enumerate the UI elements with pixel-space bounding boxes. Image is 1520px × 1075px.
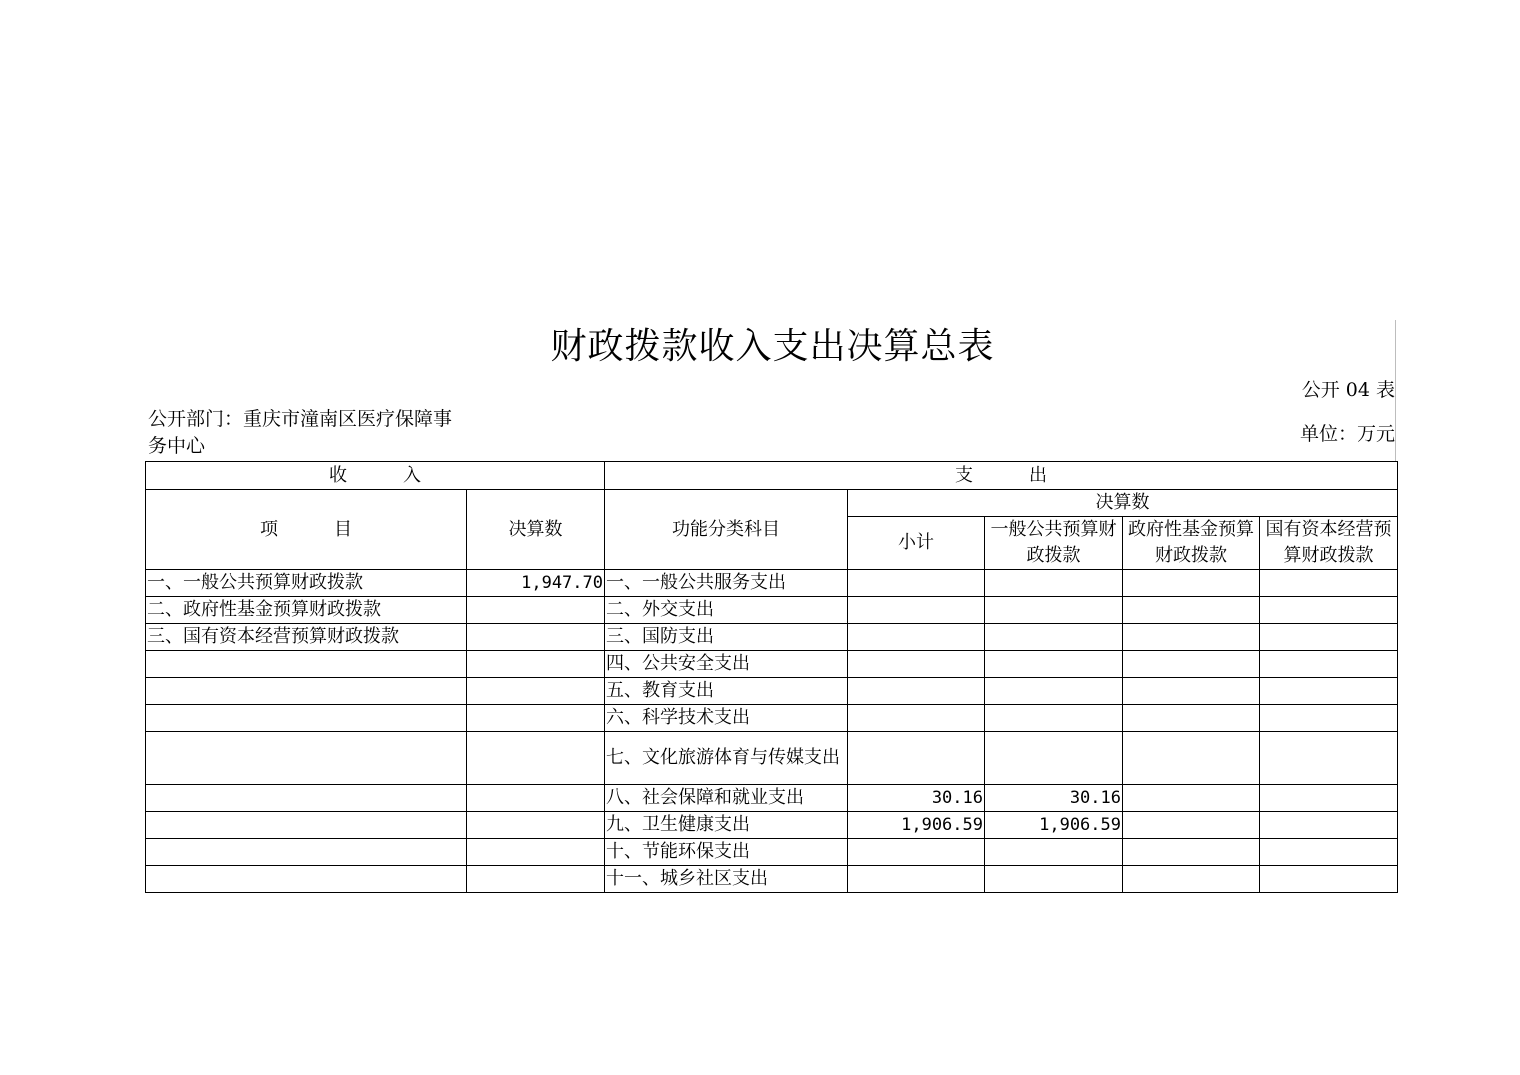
row-amount xyxy=(467,812,605,839)
row-amount xyxy=(467,732,605,785)
row-gov-fund xyxy=(1123,705,1260,732)
row-amount xyxy=(467,785,605,812)
row-amount xyxy=(467,678,605,705)
row-item xyxy=(146,651,467,678)
function-subject-header: 功能分类科目 xyxy=(605,490,848,570)
row-general-budget xyxy=(985,705,1123,732)
department-label: 公开部门：重庆市潼南区医疗保障事务中心 xyxy=(148,408,453,457)
row-subtotal xyxy=(848,624,985,651)
row-subject: 一、一般公共服务支出 xyxy=(605,570,848,597)
table-row xyxy=(146,785,1398,812)
row-general-budget xyxy=(985,678,1123,705)
row-subject: 七、文化旅游体育与传媒支出 xyxy=(605,732,848,785)
row-state-capital xyxy=(1260,678,1398,705)
table-row xyxy=(146,678,1398,705)
row-state-capital xyxy=(1260,570,1398,597)
row-state-capital xyxy=(1260,732,1398,785)
row-item: 三、国有资本经营预算财政拨款 xyxy=(146,624,467,651)
row-gov-fund xyxy=(1123,839,1260,866)
table-row xyxy=(146,597,1398,624)
row-subject: 八、社会保障和就业支出 xyxy=(605,785,848,812)
row-subject: 九、卫生健康支出 xyxy=(605,812,848,839)
row-state-capital xyxy=(1260,597,1398,624)
row-amount xyxy=(467,597,605,624)
row-gov-fund xyxy=(1123,624,1260,651)
row-general-budget xyxy=(985,570,1123,597)
table-row xyxy=(146,732,1398,785)
row-state-capital xyxy=(1260,651,1398,678)
row-gov-fund xyxy=(1123,597,1260,624)
item-header: 项 目 xyxy=(146,490,467,570)
table-row xyxy=(146,839,1398,866)
final-amount-group-header: 决算数 xyxy=(848,490,1398,517)
row-subtotal xyxy=(848,678,985,705)
amount-header: 决算数 xyxy=(467,490,605,570)
row-amount xyxy=(467,624,605,651)
gov-fund-header: 政府性基金预算财政拨款 xyxy=(1123,517,1260,570)
header-row-2 xyxy=(146,490,1398,517)
row-gov-fund xyxy=(1123,812,1260,839)
row-general-budget: 1,906.59 xyxy=(985,812,1123,839)
row-gov-fund xyxy=(1123,651,1260,678)
row-amount xyxy=(467,839,605,866)
row-general-budget xyxy=(985,732,1123,785)
row-general-budget xyxy=(985,624,1123,651)
row-subtotal xyxy=(848,732,985,785)
row-gov-fund xyxy=(1123,785,1260,812)
table-row xyxy=(146,651,1398,678)
table-row xyxy=(146,812,1398,839)
row-subtotal xyxy=(848,570,985,597)
row-subject: 二、外交支出 xyxy=(605,597,848,624)
form-number: 公开 04 表 xyxy=(1301,379,1395,401)
table-row xyxy=(146,570,1398,597)
row-subject: 三、国防支出 xyxy=(605,624,848,651)
row-subject: 十一、城乡社区支出 xyxy=(605,866,848,893)
row-subtotal xyxy=(848,839,985,866)
row-general-budget xyxy=(985,651,1123,678)
income-header: 收 入 xyxy=(146,462,605,490)
general-budget-header: 一般公共预算财政拨款 xyxy=(985,517,1123,570)
row-subtotal: 1,906.59 xyxy=(848,812,985,839)
row-subject: 六、科学技术支出 xyxy=(605,705,848,732)
expenditure-header: 支 出 xyxy=(605,462,1398,490)
subtotal-header: 小计 xyxy=(848,517,985,570)
row-item xyxy=(146,785,467,812)
row-item xyxy=(146,678,467,705)
table-row xyxy=(146,705,1398,732)
table-row xyxy=(146,624,1398,651)
row-amount xyxy=(467,651,605,678)
unit-label: 单位：万元 xyxy=(1299,423,1395,445)
row-subtotal: 30.16 xyxy=(848,785,985,812)
row-item xyxy=(146,705,467,732)
page-title: 财政拨款收入支出决算总表 xyxy=(550,326,995,367)
row-state-capital xyxy=(1260,866,1398,893)
row-item: 二、政府性基金预算财政拨款 xyxy=(146,597,467,624)
budget-table xyxy=(145,461,1398,893)
row-gov-fund xyxy=(1123,866,1260,893)
table-row xyxy=(146,866,1398,893)
row-item xyxy=(146,866,467,893)
header-row-1 xyxy=(146,462,1398,490)
row-general-budget xyxy=(985,839,1123,866)
row-item xyxy=(146,812,467,839)
row-subtotal xyxy=(848,651,985,678)
state-capital-header: 国有资本经营预算财政拨款 xyxy=(1260,517,1398,570)
row-amount: 1,947.70 xyxy=(467,570,605,597)
row-state-capital xyxy=(1260,812,1398,839)
row-gov-fund xyxy=(1123,732,1260,785)
row-gov-fund xyxy=(1123,678,1260,705)
row-general-budget: 30.16 xyxy=(985,785,1123,812)
row-amount xyxy=(467,705,605,732)
row-general-budget xyxy=(985,597,1123,624)
row-state-capital xyxy=(1260,624,1398,651)
row-subtotal xyxy=(848,597,985,624)
row-general-budget xyxy=(985,866,1123,893)
row-state-capital xyxy=(1260,785,1398,812)
row-amount xyxy=(467,866,605,893)
row-item xyxy=(146,839,467,866)
row-item xyxy=(146,732,467,785)
row-subtotal xyxy=(848,866,985,893)
row-subject: 十、节能环保支出 xyxy=(605,839,848,866)
row-state-capital xyxy=(1260,839,1398,866)
row-state-capital xyxy=(1260,705,1398,732)
row-subtotal xyxy=(848,705,985,732)
row-subject: 四、公共安全支出 xyxy=(605,651,848,678)
row-item: 一、一般公共预算财政拨款 xyxy=(146,570,467,597)
row-subject: 五、教育支出 xyxy=(605,678,848,705)
row-gov-fund xyxy=(1123,570,1260,597)
